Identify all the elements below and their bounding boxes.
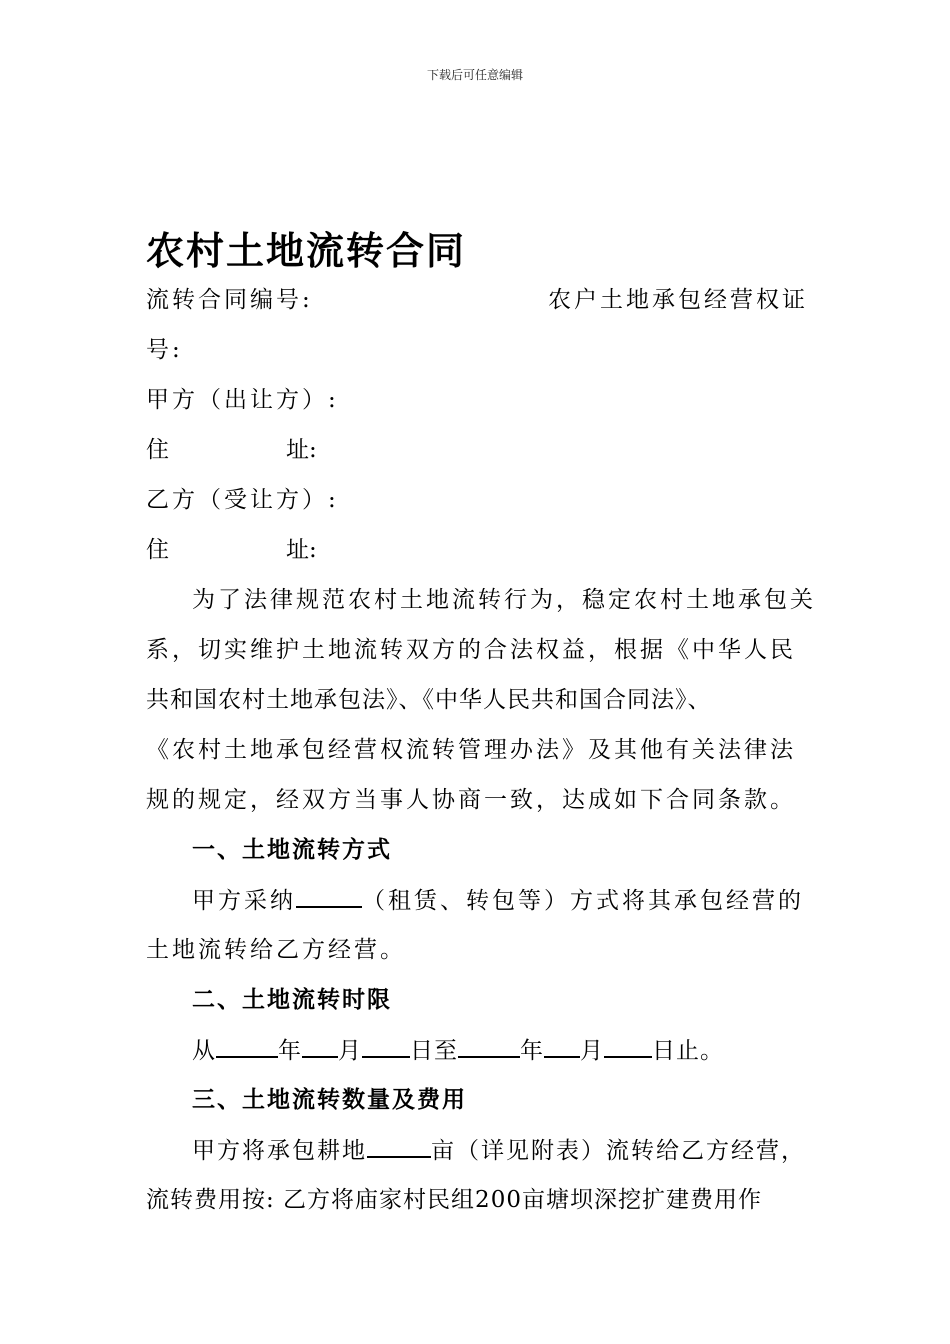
method-blank xyxy=(296,884,362,908)
party-b-label: 乙方（受让方）: xyxy=(146,487,339,513)
section-3-title: 三、土地流转数量及费用 xyxy=(192,1086,467,1113)
contract-number-label: 流转合同编号: xyxy=(146,287,313,313)
preamble-line: 系，切实维护土地流转双方的合法权益，根据《中华人民 xyxy=(146,637,796,663)
section-3-text-pre: 甲方将承包耕地 xyxy=(192,1138,367,1164)
party-b-address-label-end: 址: xyxy=(286,537,317,563)
date-from-label: 从 xyxy=(192,1038,216,1064)
section-3-text-post: 亩（详见附表）流转给乙方经营， xyxy=(431,1138,806,1164)
preamble-line: 《农村土地承包经营权流转管理办法》及其他有关法律法 xyxy=(146,737,796,763)
party-a-label: 甲方（出让方）: xyxy=(146,387,339,413)
preamble-line: 共和国农村土地承包法》、《中华人民共和国合同法》、 xyxy=(146,687,712,713)
month-blank xyxy=(302,1034,338,1058)
day-blank xyxy=(362,1034,410,1058)
party-a-address-label-end: 址: xyxy=(286,437,317,463)
year-label: 年 xyxy=(520,1038,544,1064)
document-title: 农村土地流转合同 xyxy=(146,228,467,273)
header-note: 下载后可任意编辑 xyxy=(426,68,523,82)
month-blank xyxy=(544,1034,580,1058)
certificate-label-continued: 号: xyxy=(146,337,183,363)
month-label: 月 xyxy=(580,1038,604,1064)
party-b-address-label: 住 xyxy=(146,537,172,563)
preamble-line: 为了法律规范农村土地流转行为，稳定农村土地承包关 xyxy=(192,587,816,613)
year-label: 年 xyxy=(278,1038,302,1064)
certificate-label: 农户土地承包经营权证 xyxy=(548,287,808,313)
section-2-title: 二、土地流转时限 xyxy=(192,986,392,1013)
section-3-paragraph-continued: 流转费用按: 乙方将庙家村民组200亩塘坝深挖扩建费用作 xyxy=(146,1187,762,1213)
section-1-title: 一、土地流转方式 xyxy=(192,836,392,863)
acreage-blank xyxy=(367,1134,431,1158)
section-1-paragraph xyxy=(192,884,852,917)
section-1-text-post: （租赁、转包等）方式将其承包经营的 xyxy=(362,888,804,914)
month-label: 月 xyxy=(338,1038,362,1064)
year-blank xyxy=(458,1034,520,1058)
section-1-paragraph-continued: 土地流转给乙方经营。 xyxy=(146,937,406,963)
day-end-label: 日止。 xyxy=(652,1038,724,1064)
year-blank xyxy=(216,1034,278,1058)
day-to-label: 日至 xyxy=(410,1038,458,1064)
section-3-paragraph xyxy=(192,1134,852,1167)
section-2-date-range xyxy=(192,1034,852,1067)
day-blank xyxy=(604,1034,652,1058)
section-1-text-pre: 甲方采纳 xyxy=(192,888,296,914)
party-a-address-label: 住 xyxy=(146,437,172,463)
preamble-line: 规的规定，经双方当事人协商一致，达成如下合同条款。 xyxy=(146,787,796,813)
